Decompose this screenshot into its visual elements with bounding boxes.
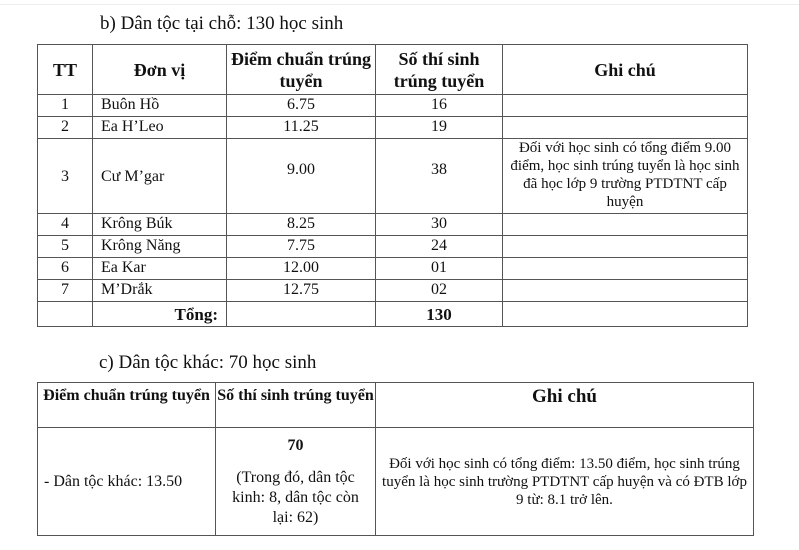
cell-score: 12.00: [227, 258, 376, 280]
cell-count-group: [216, 428, 376, 536]
table-total-row: [38, 302, 748, 327]
cell-score: 8.25: [227, 214, 376, 236]
cell-tt: 4: [38, 214, 93, 236]
section-b-table: [37, 44, 748, 327]
col-header-note: Ghi chú: [376, 383, 754, 428]
table-row: [38, 236, 748, 258]
cell-count: 38: [376, 139, 503, 214]
cell-unit: Buôn Hồ: [93, 95, 227, 117]
table-row: [38, 117, 748, 139]
cell-note: [503, 258, 748, 280]
col-header-unit: Đơn vị: [93, 45, 227, 95]
cell-note: Đối với học sinh có tổng điểm: 13.50 điểm, học sinh trúng tuyển là học sinh trường PTDTNT cấp huyện và có ĐTB lớp 9 từ: 8.1 trở lên.: [376, 428, 754, 536]
cell-count: 16: [376, 95, 503, 117]
cell-count: 30: [376, 214, 503, 236]
cell-count: 70: [287, 436, 304, 454]
cell-note: [503, 117, 748, 139]
cell-empty: [38, 302, 93, 327]
col-header-tt: TT: [38, 45, 93, 95]
cell-score: - Dân tộc khác: 13.50: [38, 428, 216, 536]
section-c-heading: c) Dân tộc khác: 70 học sinh: [99, 352, 317, 373]
cell-score: 6.75: [227, 95, 376, 117]
cell-note: Đối với học sinh có tổng điểm 9.00 điểm, học sinh trúng tuyển là học sinh đã học lớp 9 trường PTDTNT cấp huyện: [503, 139, 748, 214]
col-header-note: Ghi chú: [503, 45, 748, 95]
col-header-count: Số thí sinh trúng tuyển: [216, 383, 376, 428]
table-header-row: [38, 45, 748, 95]
page-top-edge: [0, 4, 799, 5]
cell-empty: [227, 302, 376, 327]
cell-unit: M’Drắk: [93, 280, 227, 302]
cell-note: [503, 95, 748, 117]
table-header-row: [38, 383, 754, 428]
cell-tt: 2: [38, 117, 93, 139]
cell-note: [503, 236, 748, 258]
table-row: [38, 258, 748, 280]
cell-unit: Cư M’gar: [93, 139, 227, 214]
cell-unit: Ea Kar: [93, 258, 227, 280]
cell-tt: 1: [38, 95, 93, 117]
table-row: [38, 280, 748, 302]
cell-tt: 7: [38, 280, 93, 302]
section-c-table: [37, 382, 754, 536]
cell-count: 02: [376, 280, 503, 302]
col-header-score: Điểm chuẩn trúng tuyển: [227, 45, 376, 95]
cell-tt: 6: [38, 258, 93, 280]
table-row: [38, 214, 748, 236]
col-header-score: Điểm chuẩn trúng tuyển: [38, 383, 216, 428]
total-label: Tổng:: [93, 302, 227, 327]
cell-score: 9.00: [227, 139, 376, 214]
cell-unit: Krông Búk: [93, 214, 227, 236]
cell-score: 7.75: [227, 236, 376, 258]
cell-note: [503, 214, 748, 236]
cell-unit: Krông Năng: [93, 236, 227, 258]
table-row: [38, 428, 754, 536]
cell-count: 01: [376, 258, 503, 280]
cell-note: [503, 280, 748, 302]
cell-count: 19: [376, 117, 503, 139]
table-row: [38, 95, 748, 117]
cell-tt: 5: [38, 236, 93, 258]
cell-score: 12.75: [227, 280, 376, 302]
table-row: [38, 139, 748, 214]
cell-tt: 3: [38, 139, 93, 214]
cell-empty: [503, 302, 748, 327]
cell-count-detail: (Trong đó, dân tộc kinh: 8, dân tộc còn lại: 62): [232, 468, 359, 526]
col-header-count: Số thí sinh trúng tuyển: [376, 45, 503, 95]
cell-score: 11.25: [227, 117, 376, 139]
cell-count: 24: [376, 236, 503, 258]
total-value: 130: [376, 302, 503, 327]
cell-unit: Ea H’Leo: [93, 117, 227, 139]
section-b-heading: b) Dân tộc tại chỗ: 130 học sinh: [100, 13, 344, 34]
